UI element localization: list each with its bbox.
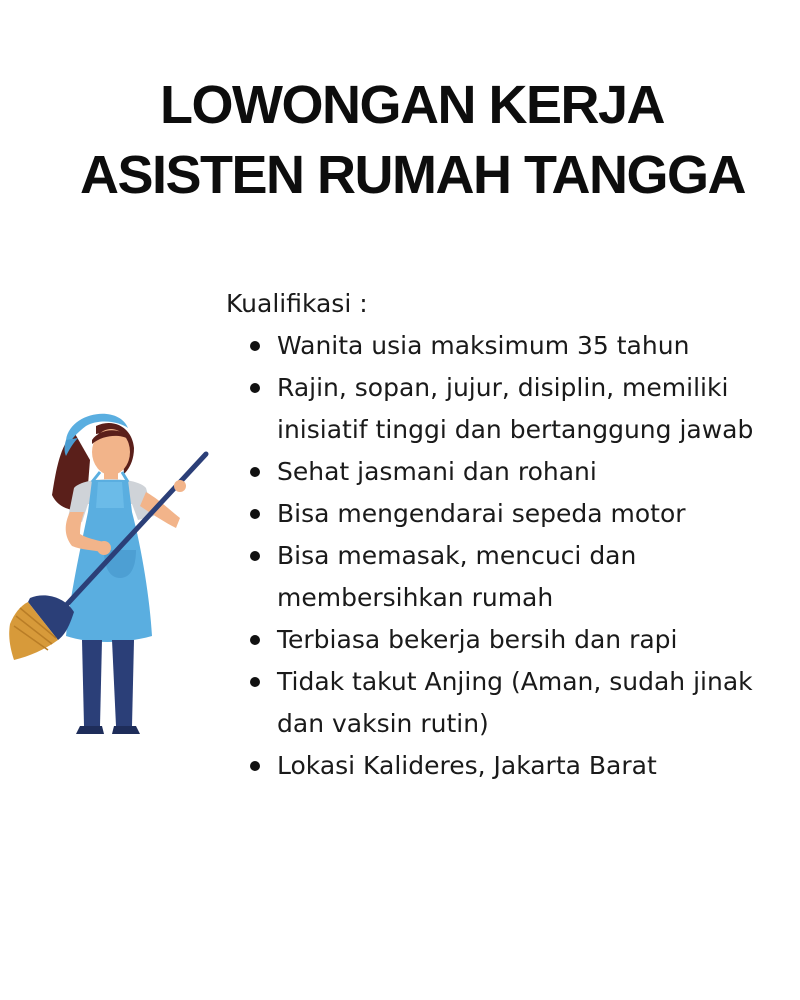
list-item-text: Bisa memasak, mencuci dan membersihkan rumah bbox=[277, 541, 637, 612]
list-item bbox=[250, 493, 790, 535]
list-item-text: Lokasi Kalideres, Jakarta Barat bbox=[277, 751, 657, 780]
list-item-text: Bisa mengendarai sepeda motor bbox=[277, 499, 686, 528]
list-item bbox=[250, 619, 790, 661]
list-item bbox=[250, 325, 790, 367]
list-item bbox=[250, 745, 790, 787]
qualifications-heading: Kualifikasi : bbox=[226, 289, 368, 318]
bullet-icon bbox=[250, 761, 260, 771]
list-item-text: Sehat jasmani dan rohani bbox=[277, 457, 597, 486]
list-item-text: Rajin, sopan, jujur, disiplin, memiliki inisiatif tinggi dan bertanggung jawab bbox=[277, 373, 754, 444]
list-item bbox=[250, 661, 790, 745]
list-item bbox=[250, 535, 790, 619]
bullet-icon bbox=[250, 635, 260, 645]
bullet-icon bbox=[250, 341, 260, 351]
bullet-icon bbox=[250, 467, 260, 477]
housekeeper-with-broom-icon bbox=[0, 400, 215, 740]
bullet-icon bbox=[250, 509, 260, 519]
bullet-icon bbox=[250, 383, 260, 393]
list-item-text: Terbiasa bekerja bersih dan rapi bbox=[277, 625, 678, 654]
bullet-icon bbox=[250, 677, 260, 687]
list-item bbox=[250, 451, 790, 493]
list-item bbox=[250, 367, 790, 451]
page-title bbox=[0, 70, 800, 210]
title-line-1: LOWONGAN KERJA bbox=[160, 75, 664, 135]
list-item-text: Wanita usia maksimum 35 tahun bbox=[277, 331, 690, 360]
bullet-icon bbox=[250, 551, 260, 561]
qualifications-list bbox=[250, 325, 790, 787]
list-item-text: Tidak takut Anjing (Aman, sudah jinak dan vaksin rutin) bbox=[277, 667, 753, 738]
title-line-2: ASISTEN RUMAH TANGGA bbox=[80, 145, 745, 205]
